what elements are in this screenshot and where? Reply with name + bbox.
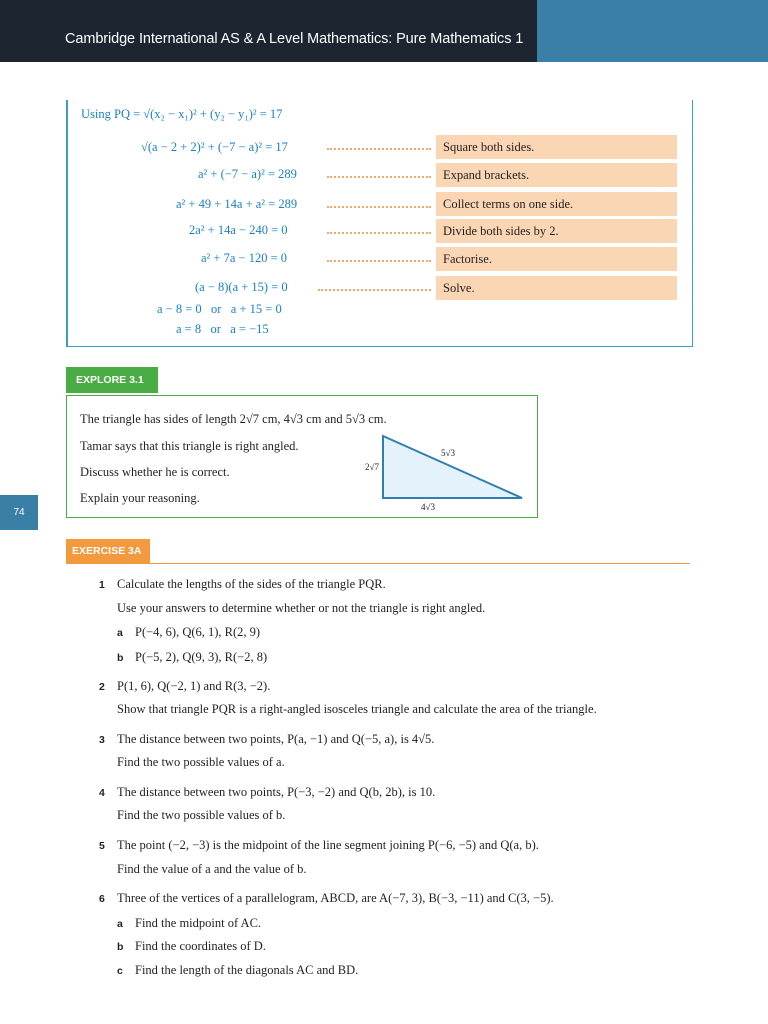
question-text: Three of the vertices of a parallelogram, ABCD, are A(−7, 3), B(−3, −11) and C(3, −5). bbox=[117, 891, 554, 905]
question-text: Show that triangle PQR is a right-angled isosceles triangle and calculate the area of the triangle. bbox=[117, 702, 597, 716]
question-text: Find the two possible values of b. bbox=[117, 808, 286, 822]
question-text: The point (−2, −3) is the midpoint of the line segment joining P(−6, −5) and Q(a, b). bbox=[117, 838, 539, 852]
leader-dots bbox=[327, 206, 431, 208]
question-text: Find the two possible values of a. bbox=[117, 755, 285, 769]
final-line-2: a = 8 or a = −15 bbox=[176, 322, 269, 336]
header-accent bbox=[537, 0, 768, 62]
side-hypotenuse-label: 5√3 bbox=[441, 448, 455, 458]
exercise-tab: EXERCISE 3A bbox=[66, 539, 150, 564]
question-text: P(1, 6), Q(−2, 1) and R(3, −2). bbox=[117, 679, 271, 693]
part-label: b bbox=[117, 652, 124, 664]
part-label: b bbox=[117, 941, 124, 953]
part-label: a bbox=[117, 627, 123, 639]
question-text: The distance between two points, P(a, −1) and Q(−5, a), is 4√5. bbox=[117, 732, 435, 746]
side-bottom-label: 4√3 bbox=[421, 502, 435, 512]
question-number: 4 bbox=[99, 787, 105, 799]
leader-dots bbox=[327, 148, 431, 150]
step-4-note: Divide both sides by 2. bbox=[436, 219, 677, 243]
leader-dots bbox=[318, 289, 431, 291]
explore-line-4: Explain your reasoning. bbox=[80, 491, 200, 505]
step-1-math: √(a − 2 + 2)² + (−7 − a)² = 17 bbox=[141, 140, 288, 154]
solution-line-1: Using PQ = √(x₂ − x₁)² + (y₂ − y₁)² = 17 bbox=[81, 107, 283, 121]
part-label: a bbox=[117, 918, 123, 930]
step-5-math: a² + 7a − 120 = 0 bbox=[201, 251, 287, 265]
step-4-math: 2a² + 14a − 240 = 0 bbox=[189, 223, 288, 237]
step-6-note: Solve. bbox=[436, 276, 677, 300]
final-line-1: a − 8 = 0 or a + 15 = 0 bbox=[157, 302, 282, 316]
question-number: 6 bbox=[99, 893, 105, 905]
question-text: The distance between two points, P(−3, −2) and Q(b, 2b), is 10. bbox=[117, 785, 436, 799]
leader-dots bbox=[327, 260, 431, 262]
part-text: P(−5, 2), Q(9, 3), R(−2, 8) bbox=[135, 650, 268, 664]
step-2-note: Expand brackets. bbox=[436, 163, 677, 187]
right-triangle-diagram bbox=[355, 430, 535, 516]
explore-line-3: Discuss whether he is correct. bbox=[80, 465, 230, 479]
step-6-math: (a − 8)(a + 15) = 0 bbox=[195, 280, 288, 294]
part-text: Find the coordinates of D. bbox=[135, 939, 266, 953]
step-5-note: Factorise. bbox=[436, 247, 677, 271]
page-number: 74 bbox=[13, 507, 25, 518]
explore-tab: EXPLORE 3.1 bbox=[66, 367, 158, 393]
explore-line-2: Tamar says that this triangle is right angled. bbox=[80, 439, 299, 453]
question-number: 5 bbox=[99, 840, 105, 852]
explore-line-1: The triangle has sides of length 2√7 cm, 4√3 cm and 5√3 cm. bbox=[80, 412, 387, 426]
step-2-math: a² + (−7 − a)² = 289 bbox=[198, 167, 297, 181]
triangle-shape bbox=[383, 436, 522, 498]
leader-dots bbox=[327, 176, 431, 178]
question-text: Find the value of a and the value of b. bbox=[117, 862, 307, 876]
exercise-divider bbox=[66, 563, 690, 564]
step-3-note: Collect terms on one side. bbox=[436, 192, 677, 216]
part-text: P(−4, 6), Q(6, 1), R(2, 9) bbox=[135, 625, 261, 639]
question-number: 2 bbox=[99, 681, 105, 693]
part-label: c bbox=[117, 965, 123, 977]
question-text: Calculate the lengths of the sides of the triangle PQR. bbox=[117, 577, 386, 591]
question-number: 1 bbox=[99, 579, 105, 591]
leader-dots bbox=[327, 232, 431, 234]
question-number: 3 bbox=[99, 734, 105, 746]
side-left-label: 2√7 bbox=[365, 462, 379, 472]
part-text: Find the length of the diagonals AC and BD. bbox=[135, 963, 359, 977]
step-1-note: Square both sides. bbox=[436, 135, 677, 159]
step-3-math: a² + 49 + 14a + a² = 289 bbox=[176, 197, 298, 211]
book-title: Cambridge International AS & A Level Mathematics: Pure Mathematics 1 bbox=[65, 31, 524, 47]
question-text: Use your answers to determine whether or not the triangle is right angled. bbox=[117, 601, 486, 615]
part-text: Find the midpoint of AC. bbox=[135, 916, 262, 930]
